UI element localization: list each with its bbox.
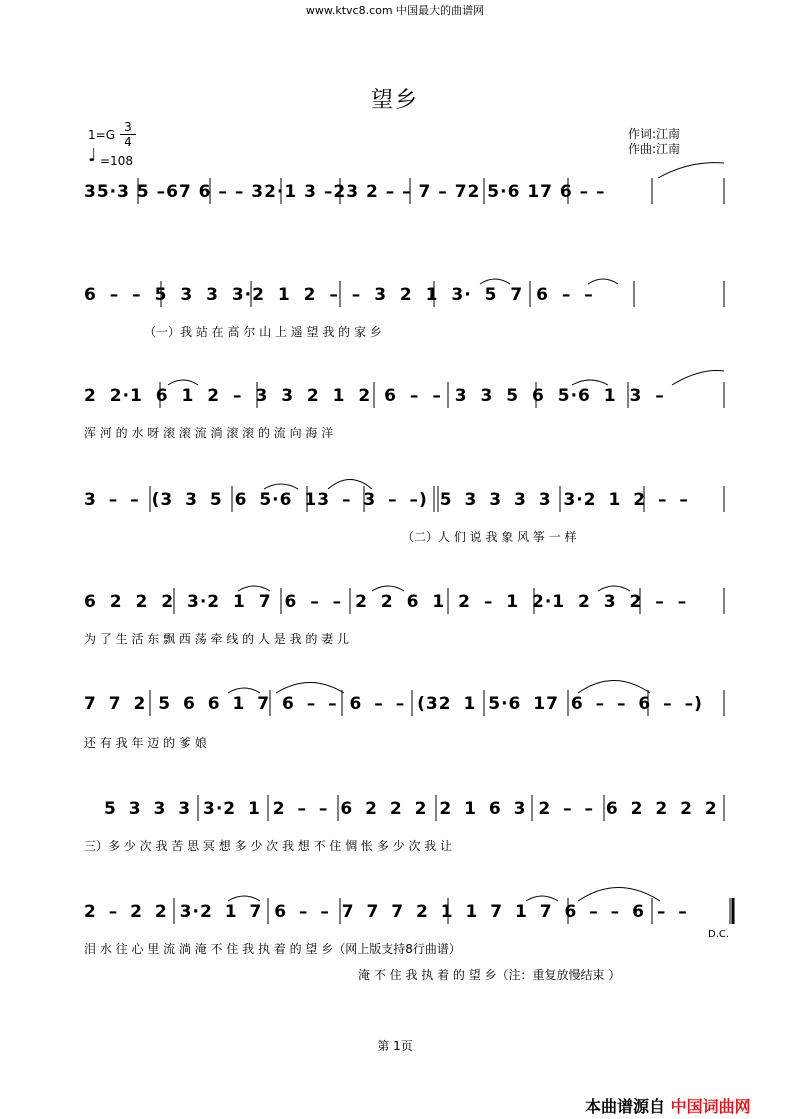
source-prefix: 本曲谱源自 xyxy=(585,1097,666,1116)
score-line-4: 3 – – (3 3 5 6 5·6 13 – 3 – –) 5 3 3 3 3 3·2 1 2 – – xyxy=(84,490,689,510)
score-line-1: 35·3 5 –67 6 – – 32·1 3 –23 2 – – 7 – 72 5·6 17 6 – – xyxy=(84,182,606,202)
lyric-line-8: 泪 水 往 心 里 流 淌 淹 不 住 我 执 着 的 望 乡（网上版支持8行曲谱） xyxy=(84,942,461,956)
score-line-6: 7 7 2 5 6 6 1 7 6 – – 6 – – (32 1 5·6 17 6 – – 6 – –) xyxy=(84,694,703,714)
score-line-3: 2 2·1 6 1 2 – 3 3 2 1 2 6 – – 3 3 5 6 5·6 1 3 – xyxy=(84,386,665,406)
score-line-2: 6 – – 5 3 3 3·2 1 2 – – 3 2 1 3· 5 7 6 – – xyxy=(84,285,594,305)
song-title: 望乡 xyxy=(370,88,419,113)
composer: 作曲:江南 xyxy=(628,142,681,156)
source-brand: 中国词曲网 xyxy=(670,1097,751,1116)
lyricist: 作词:江南 xyxy=(628,127,681,141)
time-signature-top: 3 xyxy=(120,120,136,135)
score-line-5: 6 2 2 2 3·2 1 7 6 – – 2 2 6 1 2 – 1 2·1 2 3 2 – – xyxy=(84,592,688,612)
key-signature: 1=G xyxy=(88,128,115,142)
score-line-7: 5 3 3 3 3·2 1 2 – – 6 2 2 2 2 1 6 3 2 – – 6 2 2 2 2 xyxy=(104,799,718,819)
source-credit xyxy=(585,1094,751,1117)
time-signature-bottom: 4 xyxy=(124,135,132,149)
lyric-line-5: 为 了 生 活 东 飘 西 荡 牵 线 的 人 是 我 的 妻 儿 xyxy=(84,632,350,646)
quarter-note-icon: ♩ xyxy=(88,145,97,166)
lyric-line-4: （二）人 们 说 我 象 风 筝 一 样 xyxy=(402,530,577,544)
site-header: www.ktvc8.com 中国最大的曲谱网 xyxy=(305,4,485,17)
page-number: 第 1页 xyxy=(377,1039,413,1053)
lyric-line-2: （一）我 站 在 高 尔 山 上 遥 望 我 的 家 乡 xyxy=(144,325,382,339)
lyric-line-3: 浑 河 的 水 呀 滚 滚 流 淌 滚 滚 的 流 向 海 洋 xyxy=(84,426,334,440)
lyric-line-7: 三）多 少 次 我 苦 思 冥 想 多 少 次 我 想 不 住 惆 怅 多 少 次 我 让 xyxy=(84,839,453,853)
lyric-line-9: 淹 不 住 我 执 着 的 望 乡（注：重复放慢结束 ） xyxy=(358,968,621,982)
score-line-8: 2 – 2 2 3·2 1 7 6 – – 7 7 7 2 1 1 7 1 7 6 – – 6 – – xyxy=(84,902,688,922)
tempo-marking: =108 xyxy=(100,154,133,168)
lyric-line-6: 还 有 我 年 迈 的 爹 娘 xyxy=(84,736,207,750)
da-capo-marking: D.C. xyxy=(708,929,730,940)
